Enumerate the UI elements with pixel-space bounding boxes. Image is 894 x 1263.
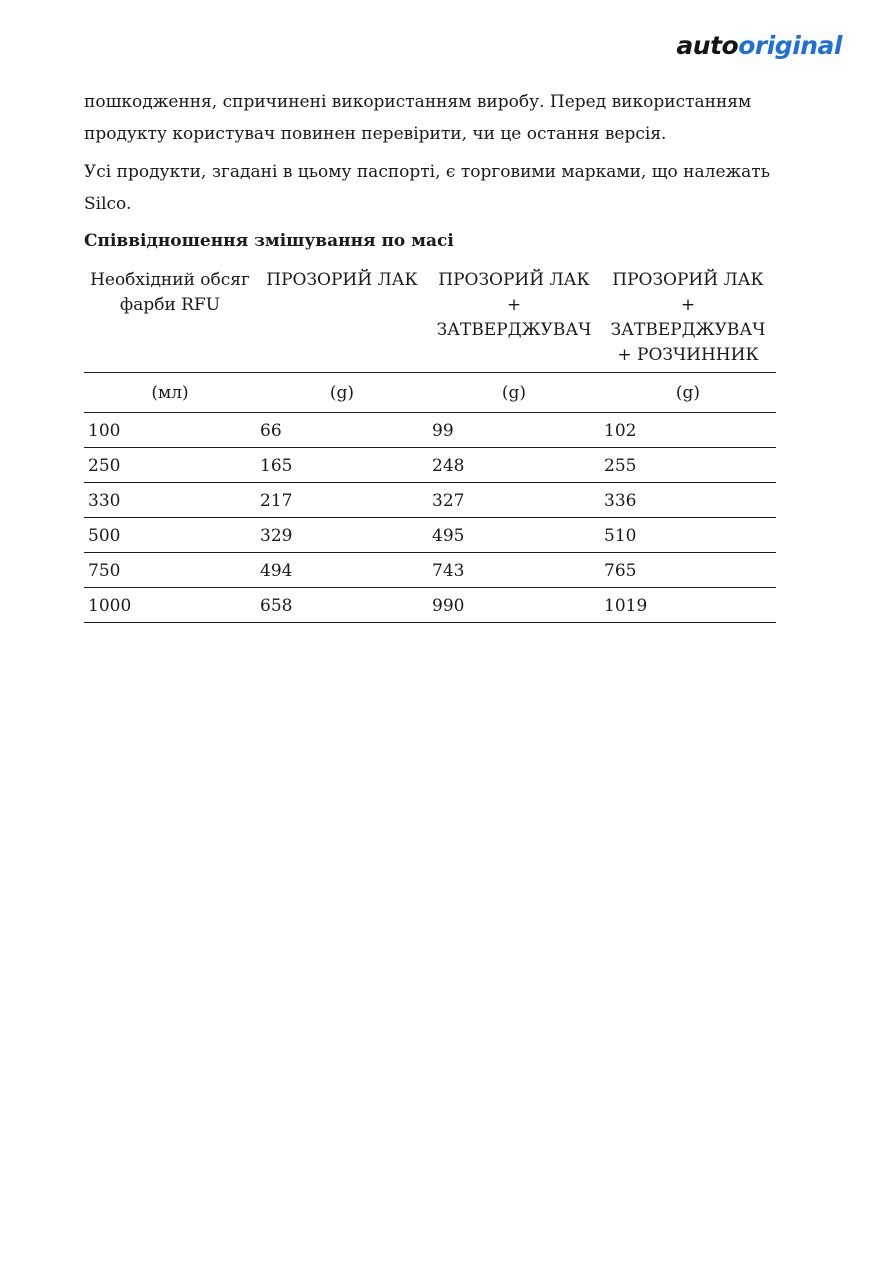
- logo-text-original: original: [738, 31, 842, 60]
- header-clear-coat: ПРОЗОРИЙ ЛАК: [256, 268, 428, 373]
- table-cell: 658: [256, 588, 428, 623]
- table-cell: 327: [428, 483, 600, 518]
- table-cell: 250: [84, 448, 256, 483]
- table-row: [84, 448, 776, 483]
- autooriginal-logo: [676, 30, 842, 62]
- unit-cell: (g): [256, 373, 428, 413]
- unit-cell: (g): [428, 373, 600, 413]
- paragraph-line-2: продукту користувач повинен перевірити, чи це остання версія.: [84, 124, 667, 144]
- unit-cell: (g): [600, 373, 776, 413]
- table-cell: 248: [428, 448, 600, 483]
- table-cell: 765: [600, 553, 776, 588]
- table-cell: 336: [600, 483, 776, 518]
- logo-text-auto: auto: [676, 31, 739, 60]
- header-clear-coat-hardener-thinner: ПРОЗОРИЙ ЛАК + ЗАТВЕРДЖУВАЧ + РОЗЧИННИК: [600, 268, 776, 373]
- table-cell: 750: [84, 553, 256, 588]
- mixing-ratio-table: [84, 268, 776, 623]
- table-cell: 990: [428, 588, 600, 623]
- table-cell: 510: [600, 518, 776, 553]
- paragraph-line-1: пошкодження, спричинені використанням виробу. Перед використанням: [84, 92, 752, 112]
- table-cell: 102: [600, 413, 776, 448]
- table-row: [84, 588, 776, 623]
- table-cell: 66: [256, 413, 428, 448]
- table-cell: 743: [428, 553, 600, 588]
- document-body: [84, 86, 784, 256]
- units-row: [84, 373, 776, 413]
- table-cell: 217: [256, 483, 428, 518]
- table-header-row: [84, 268, 776, 373]
- section-heading: Співвідношення змішування по масі: [84, 231, 454, 251]
- table-cell: 255: [600, 448, 776, 483]
- header-volume: Необхідний обсяг фарби RFU: [84, 268, 256, 373]
- unit-cell: (мл): [84, 373, 256, 413]
- table-row: [84, 483, 776, 518]
- table-cell: 329: [256, 518, 428, 553]
- table-row: [84, 518, 776, 553]
- table-row: [84, 553, 776, 588]
- trademark-paragraph: Усі продукти, згадані в цьому паспорті, є торговими марками, що належать Silco.: [84, 162, 770, 214]
- table-cell: 495: [428, 518, 600, 553]
- table-cell: 165: [256, 448, 428, 483]
- table-cell: 100: [84, 413, 256, 448]
- table-cell: 500: [84, 518, 256, 553]
- table-cell: 330: [84, 483, 256, 518]
- header-clear-coat-hardener: ПРОЗОРИЙ ЛАК + ЗАТВЕРДЖУВАЧ: [428, 268, 600, 373]
- table-row: [84, 413, 776, 448]
- table-cell: 99: [428, 413, 600, 448]
- table-cell: 1000: [84, 588, 256, 623]
- table-cell: 494: [256, 553, 428, 588]
- table-cell: 1019: [600, 588, 776, 623]
